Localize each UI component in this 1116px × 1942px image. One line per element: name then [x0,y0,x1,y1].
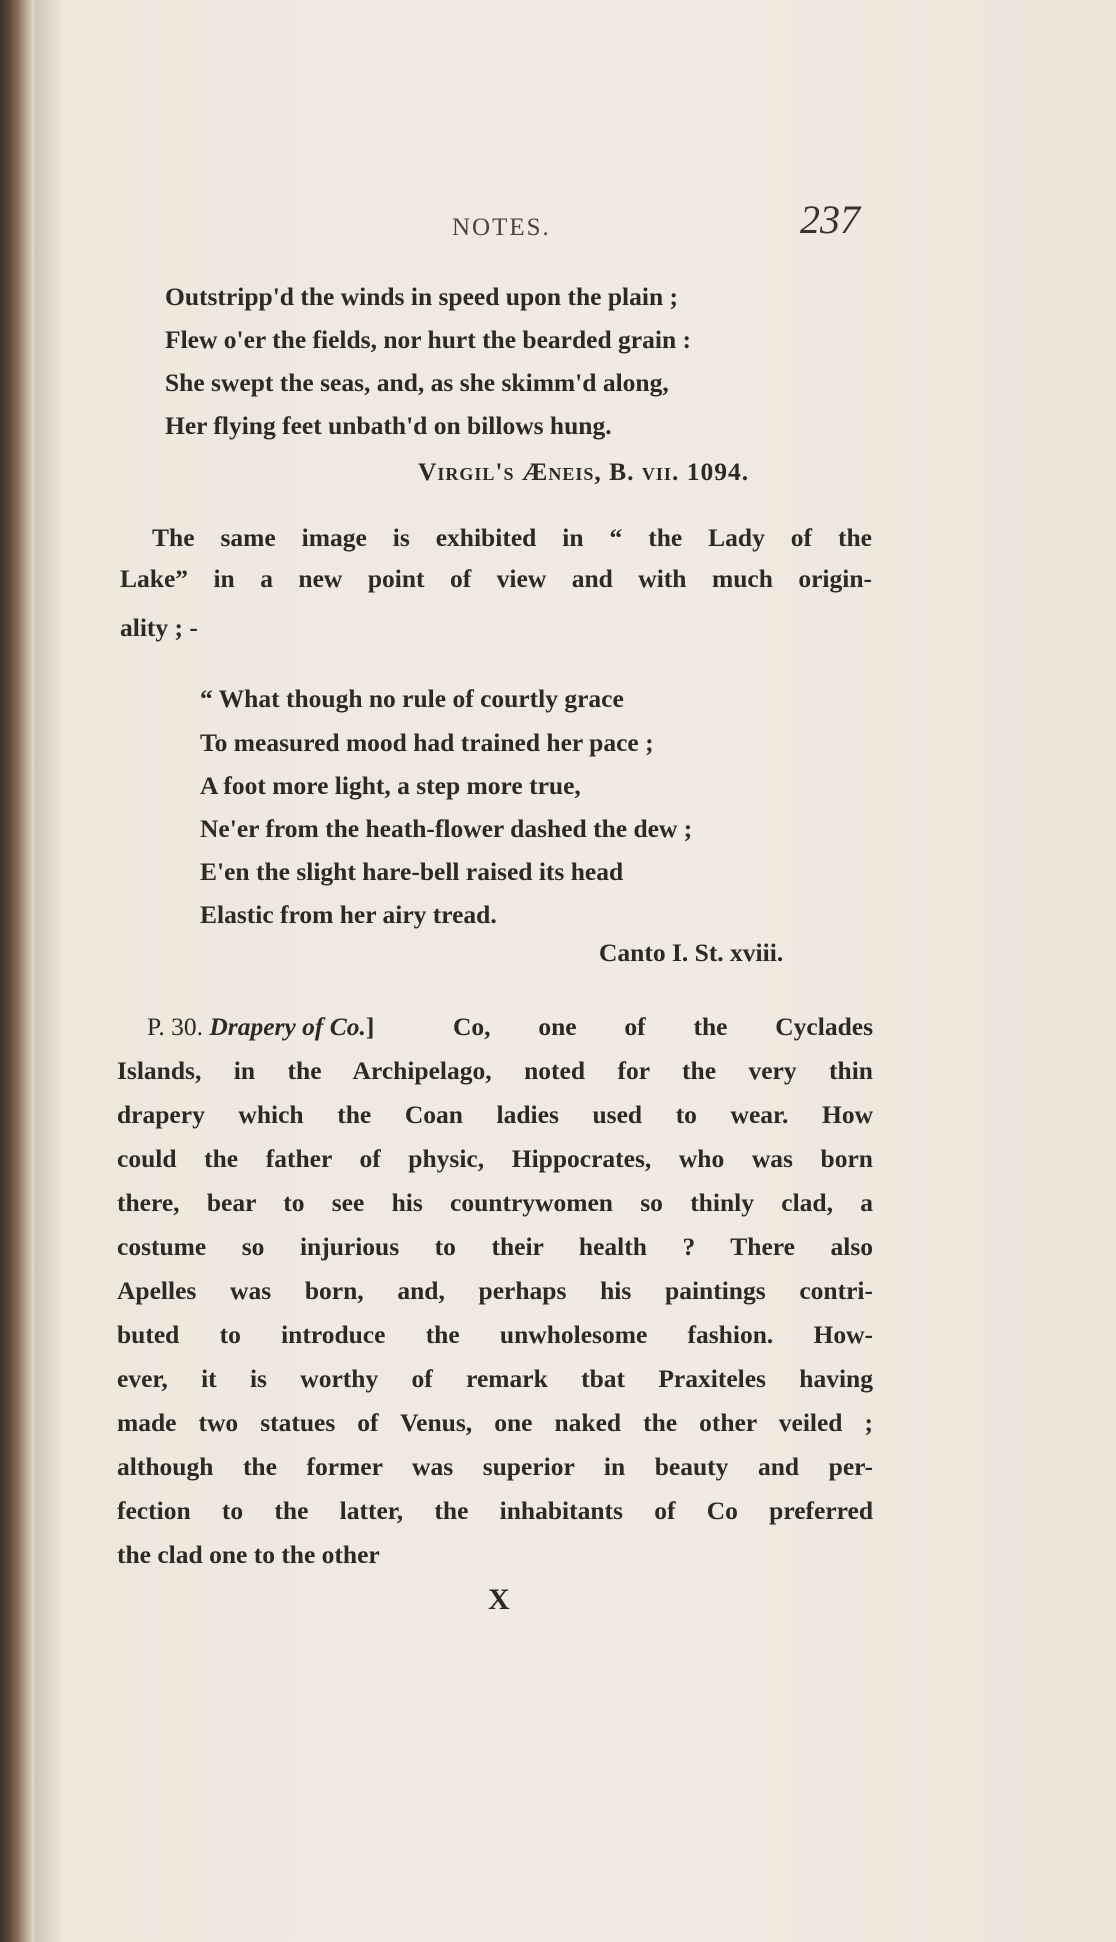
verse-line: A foot more light, a step more true, [200,771,581,800]
signature-mark: X [488,1583,510,1616]
quote-attribution: Canto I. St. xviii. [599,938,784,967]
verse-line: E'en the slight hare-bell raised its head [200,857,624,886]
note-line: fection to the latter, the inhabitants of Co preferred [117,1496,873,1525]
verse-line: Outstripp'd the winds in speed upon the plain ; [165,282,678,311]
note-first-line [147,1012,873,1042]
note-line: there, bear to see his countrywomen so thinly clad, a [117,1188,873,1217]
note-line: buted to introduce the unwholesome fashion. How- [117,1320,873,1349]
note-bracket: ] [365,1012,375,1041]
paragraph-line: ality ; - [120,613,198,642]
running-head: NOTES. [452,214,551,241]
paragraph-line: Lake” in a new point of view and with much origin- [120,564,872,593]
verse-line: “ What though no rule of courtly grace [200,684,624,713]
note-line: although the former was superior in beauty and per- [117,1452,873,1481]
note-line: could the father of physic, Hippocrates, who was born [117,1144,873,1173]
note-line: Apelles was born, and, perhaps his paintings contri- [117,1276,873,1305]
note-line: the clad one to the other [117,1540,380,1569]
note-line: Islands, in the Archipelago, noted for the very thin [117,1056,873,1085]
verse-line: Ne'er from the heath-flower dashed the dew ; [200,814,693,843]
quote-attribution: Virgil's Æneis, B. vii. 1094. [418,457,750,486]
note-ref-group [147,1012,374,1042]
note-page-ref: P. 30. [147,1012,203,1041]
note-lemma: Drapery of Co. [209,1012,366,1041]
note-line: drapery which the Coan ladies used to wear. How [117,1100,873,1129]
verse-line: Flew o'er the fields, nor hurt the bearded grain : [165,325,692,354]
note-line: costume so injurious to their health ? There also [117,1232,873,1261]
paragraph-line: The same image is exhibited in “ the Lady of the [152,523,872,552]
verse-line: Her flying feet unbath'd on billows hung. [165,411,612,440]
note-first-line-text: Co, one of the Cyclades [453,1012,873,1041]
note-line: made two statues of Venus, one naked the other veiled ; [117,1408,873,1437]
verse-line: Elastic from her airy tread. [200,900,497,929]
note-line: ever, it is worthy of remark tbat Praxiteles having [117,1364,873,1393]
verse-line: To measured mood had trained her pace ; [200,728,654,757]
page-number: 237 [800,197,860,242]
verse-line: She swept the seas, and, as she skimm'd along, [165,368,669,397]
